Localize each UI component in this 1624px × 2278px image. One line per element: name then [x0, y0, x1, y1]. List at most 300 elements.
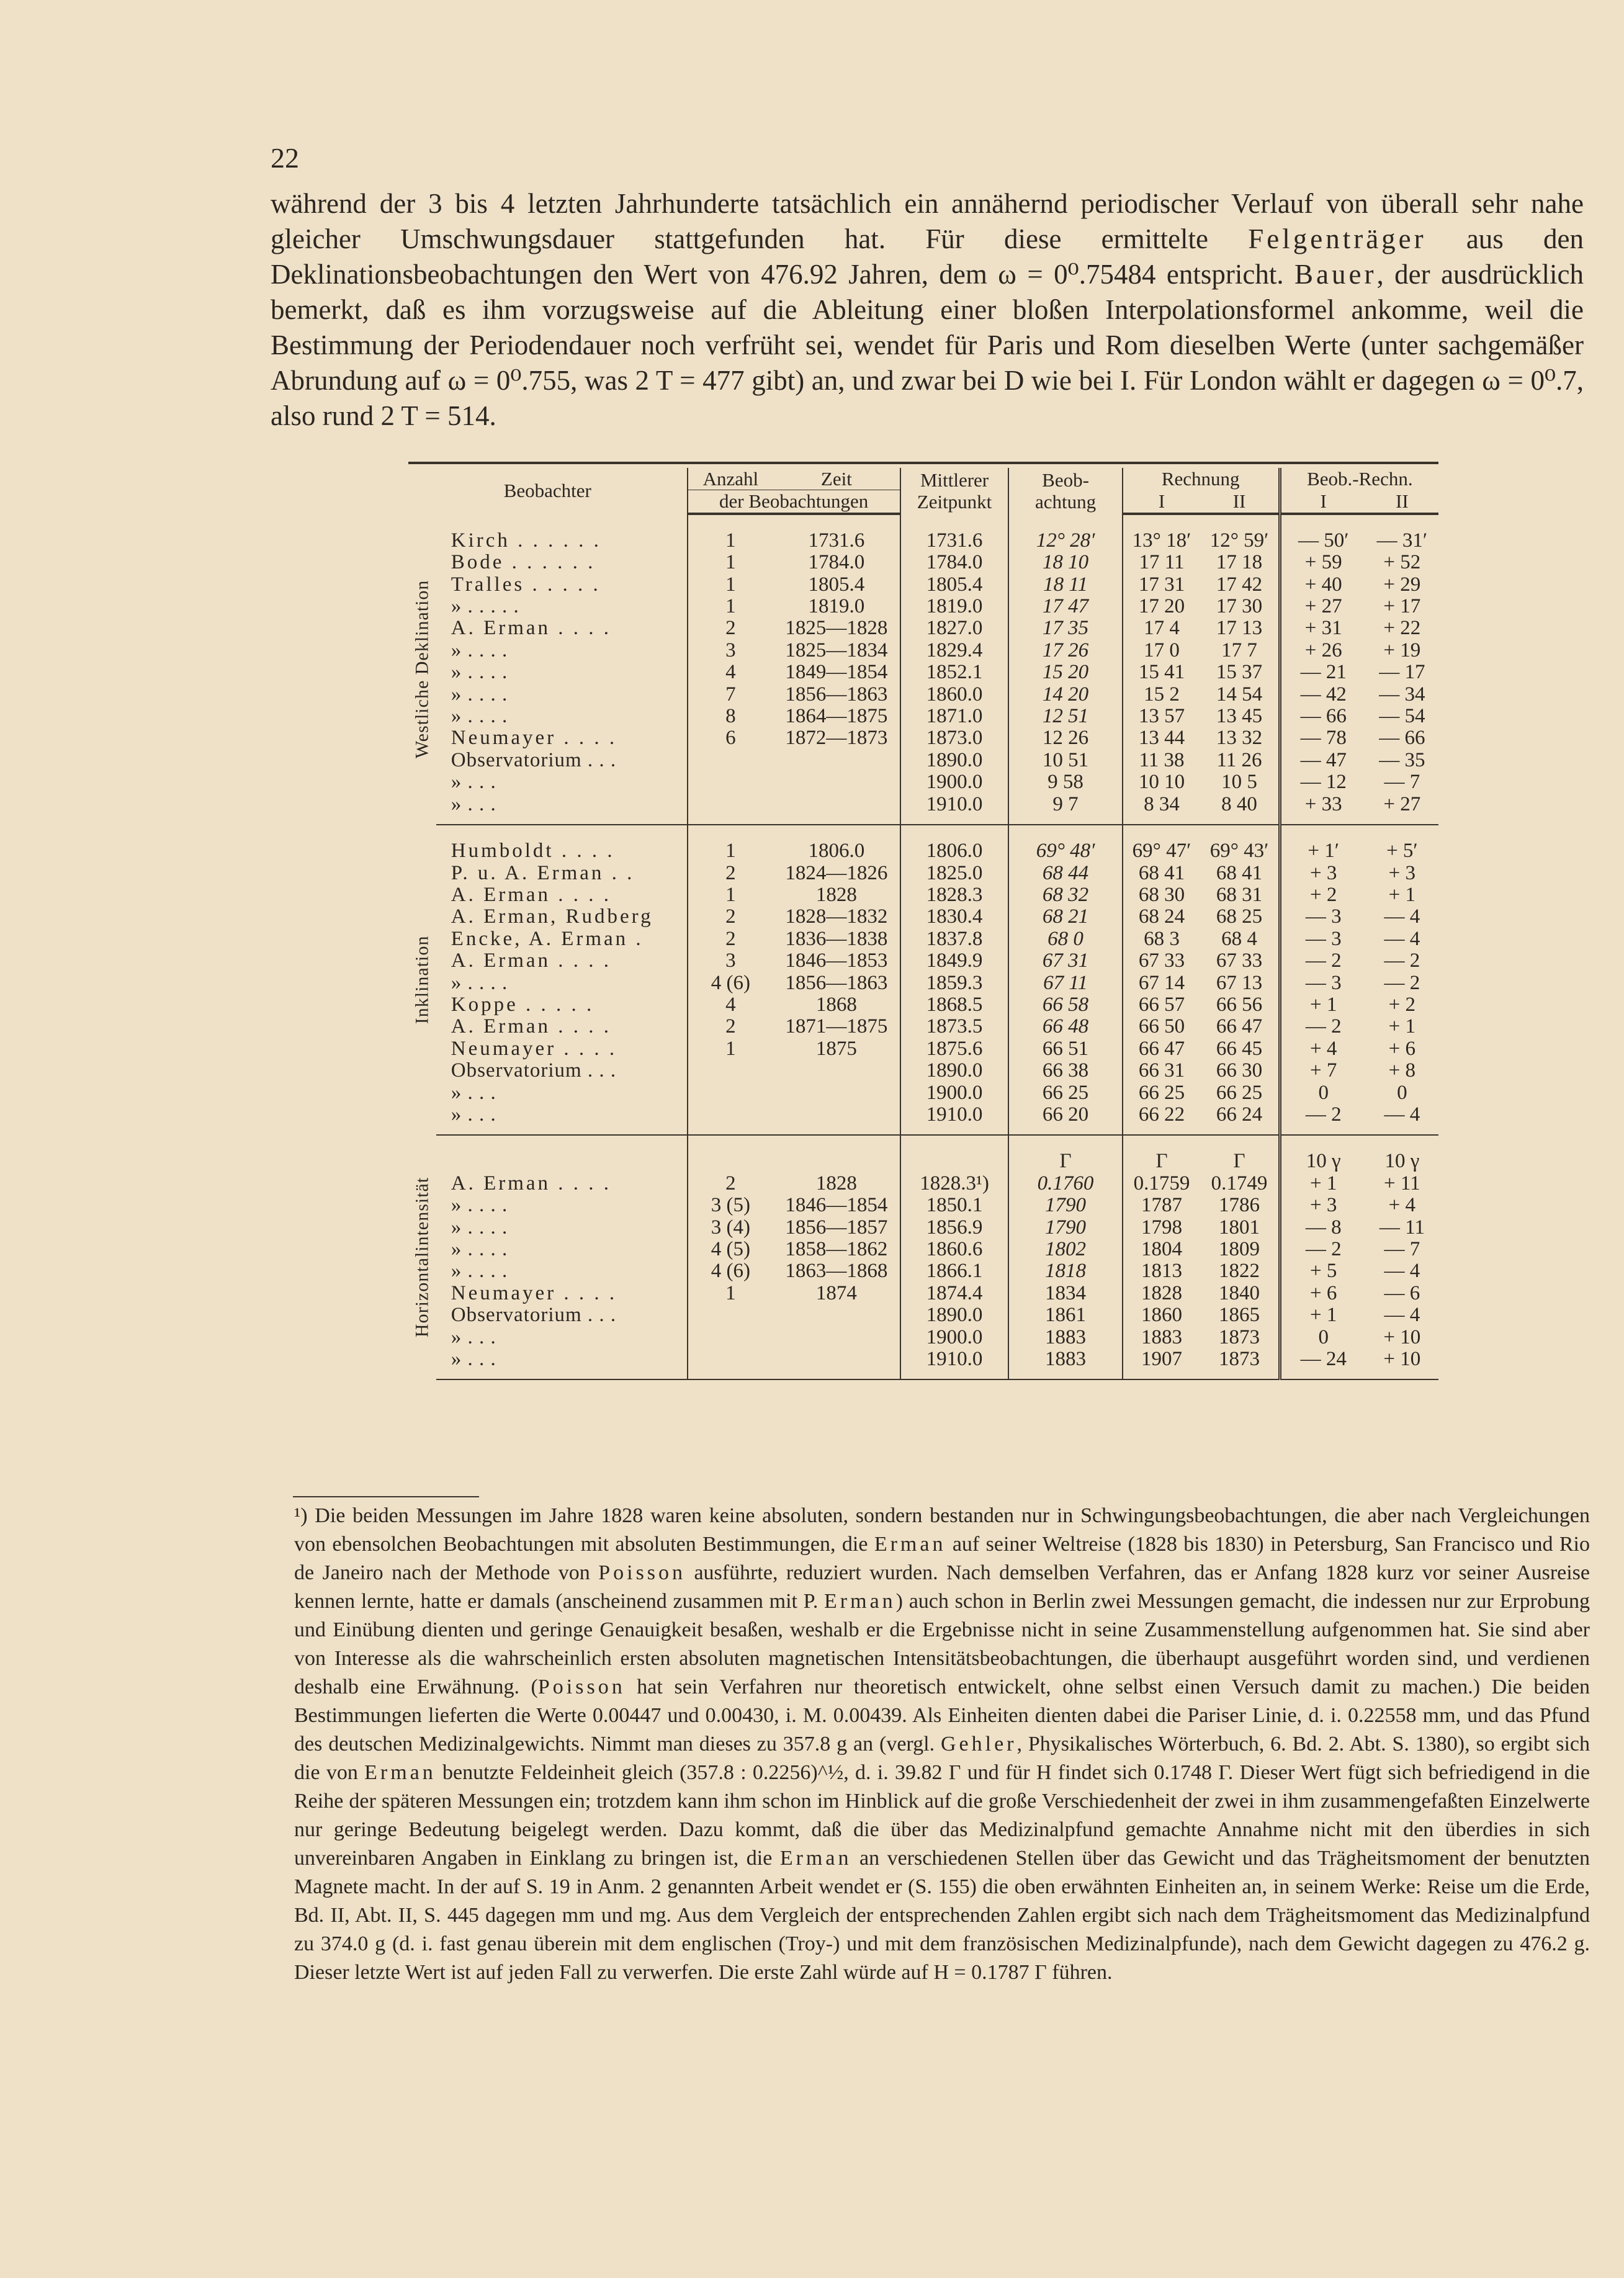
- beob-rechn-i-cell: + 33: [1280, 794, 1366, 815]
- anzahl-cell: 3: [688, 950, 774, 972]
- beob-rechn-ii-cell: — 4: [1384, 927, 1420, 950]
- rechnung-i-cell: 68 24: [1123, 906, 1201, 928]
- anzahl-cell: [688, 1060, 774, 1082]
- rechnung-ii-cell: 1840: [1219, 1281, 1260, 1304]
- table-row: [408, 552, 1438, 573]
- anzahl-cell: 1: [688, 1283, 774, 1304]
- zeit-cell: 1731.6: [808, 529, 865, 552]
- header-rechnung: Rechnung: [1123, 468, 1280, 490]
- rechnung-i-cell: 15 41: [1123, 661, 1201, 683]
- beob-rechn-i-cell: + 59: [1280, 552, 1366, 573]
- beobachter-cell: A. Erman . . . .: [451, 1015, 612, 1038]
- beob-rechn-ii-cell: — 17: [1379, 661, 1425, 684]
- rechnung-i-cell: 13 44: [1123, 727, 1201, 749]
- zeit-cell: [773, 1348, 900, 1370]
- mittlerer-zeitpunkt-cell: 1873.0: [900, 727, 1009, 749]
- rechnung-ii-cell: 67 33: [1216, 949, 1263, 972]
- table-row: [408, 906, 1438, 928]
- mittlerer-zeitpunkt-cell: 1900.0: [900, 771, 1009, 793]
- table-row: [408, 1304, 1438, 1326]
- beobachter-cell: » . . .: [451, 771, 496, 794]
- beobachter-cell: » . . . .: [451, 1216, 508, 1239]
- zeit-cell: [773, 794, 900, 815]
- unit-beob-rechn-ii-cell: 10 γ: [1384, 1150, 1420, 1173]
- rechnung-i-cell: 13° 18′: [1123, 530, 1201, 552]
- mittlerer-zeitpunkt-cell: 1874.4: [900, 1283, 1009, 1304]
- table-row: [408, 596, 1438, 617]
- beobachtung-cell: 1802: [1008, 1239, 1122, 1260]
- anzahl-cell: 1: [688, 884, 774, 906]
- beob-rechn-ii-cell: + 22: [1383, 617, 1421, 640]
- anzahl-cell: [688, 1304, 774, 1326]
- beobachtung-cell: 66 51: [1008, 1038, 1122, 1060]
- beobachtung-cell: 68 44: [1008, 863, 1122, 884]
- footnote-rule: [293, 1496, 479, 1497]
- beobachter-cell: » . . . .: [451, 705, 508, 728]
- beob-rechn-i-cell: — 3: [1280, 906, 1366, 928]
- beob-rechn-i-cell: — 2: [1280, 1239, 1366, 1260]
- rechnung-ii-cell: 13 32: [1216, 727, 1263, 750]
- rechnung-ii-cell: 1873: [1219, 1325, 1260, 1348]
- beob-rechn-ii-cell: — 35: [1379, 748, 1425, 771]
- mittlerer-zeitpunkt-cell: 1819.0: [900, 596, 1009, 617]
- rechnung-i-cell: 17 4: [1123, 617, 1201, 639]
- rechnung-i-cell: 1828: [1123, 1283, 1201, 1304]
- beob-rechn-ii-cell: 0: [1397, 1081, 1407, 1104]
- mittlerer-zeitpunkt-cell: 1829.4: [900, 640, 1009, 661]
- mittlerer-zeitpunkt-cell: 1890.0: [900, 1304, 1009, 1326]
- rechnung-ii-cell: 68 41: [1216, 861, 1263, 884]
- beob-rechn-i-cell: — 47: [1280, 750, 1366, 771]
- table-row: [408, 1104, 1438, 1126]
- anzahl-cell: 3 (5): [688, 1195, 774, 1216]
- beob-rechn-i-cell: + 1′: [1280, 840, 1366, 862]
- anzahl-cell: [688, 1327, 774, 1348]
- rechnung-ii-cell: 69° 43′: [1209, 840, 1269, 863]
- mittlerer-zeitpunkt-cell: 1910.0: [900, 794, 1009, 815]
- beobachter-cell: Neumayer . . . .: [451, 1281, 617, 1304]
- table-row: [408, 1060, 1438, 1082]
- table-row: [408, 1217, 1438, 1239]
- rechnung-ii-cell: 15 37: [1216, 661, 1263, 684]
- table-row: [408, 1038, 1438, 1060]
- zeit-cell: [773, 1104, 900, 1126]
- rechnung-i-cell: 0.1759: [1123, 1173, 1201, 1195]
- zeit-cell: [773, 1327, 900, 1348]
- beobachtung-cell: 14 20: [1008, 684, 1122, 706]
- mittlerer-zeitpunkt-cell: 1875.6: [900, 1038, 1009, 1060]
- beobachtung-cell: 0.1760: [1008, 1173, 1122, 1195]
- beob-rechn-i-cell: — 8: [1280, 1217, 1366, 1239]
- beob-rechn-i-cell: — 50′: [1280, 530, 1366, 552]
- rechnung-i-cell: 10 10: [1123, 771, 1201, 793]
- beobachtung-cell: 18 10: [1008, 552, 1122, 573]
- rechnung-ii-cell: 66 45: [1216, 1037, 1263, 1060]
- rechnung-i-cell: 66 50: [1123, 1016, 1201, 1038]
- anzahl-cell: 1: [688, 840, 774, 862]
- beob-rechn-i-cell: + 3: [1280, 1195, 1366, 1216]
- rechnung-ii-cell: 66 47: [1216, 1015, 1263, 1038]
- beobachtung-cell: 68 32: [1008, 884, 1122, 906]
- zeit-cell: 1849—1854: [785, 661, 888, 684]
- zeit-cell: 1819.0: [808, 595, 865, 618]
- beobachter-cell: » . . . .: [451, 683, 508, 706]
- unit-rechnung-ii-cell: Γ: [1233, 1150, 1245, 1173]
- beob-rechn-i-cell: + 7: [1280, 1060, 1366, 1082]
- beobachter-cell: » . . . .: [451, 1238, 508, 1260]
- zeit-cell: 1856—1863: [785, 971, 888, 994]
- beob-rechn-i-cell: + 2: [1280, 884, 1366, 906]
- beobachtung-cell: 12 51: [1008, 706, 1122, 727]
- beobachtung-cell: 17 35: [1008, 617, 1122, 639]
- beob-rechn-i-cell: 0: [1280, 1327, 1366, 1348]
- beob-rechn-ii-cell: — 34: [1379, 683, 1425, 706]
- rechnung-i-cell: 68 3: [1123, 928, 1201, 950]
- table-row: [408, 794, 1438, 815]
- zeit-cell: 1872—1873: [785, 727, 888, 750]
- beobachter-cell: » . . .: [451, 792, 496, 815]
- rechnung-ii-cell: 66 56: [1216, 993, 1263, 1016]
- anzahl-cell: 4 (6): [688, 1260, 774, 1282]
- table-row: [408, 928, 1438, 950]
- rechnung-i-cell: 67 33: [1123, 950, 1201, 972]
- beob-rechn-ii-cell: + 4: [1388, 1194, 1416, 1217]
- beobachtung-cell: 1883: [1008, 1348, 1122, 1370]
- section-spacer: [408, 514, 1438, 530]
- beobachter-cell: Kirch . . . . . .: [451, 529, 601, 552]
- beobachtung-cell: 17 47: [1008, 596, 1122, 617]
- anzahl-cell: [688, 794, 774, 815]
- beob-rechn-ii-cell: + 10: [1383, 1348, 1421, 1371]
- rechnung-i-cell: 17 11: [1123, 552, 1201, 573]
- beobachter-cell: » . . .: [451, 1081, 496, 1104]
- table-row: [408, 530, 1438, 552]
- beob-rechn-ii-cell: + 11: [1384, 1172, 1420, 1195]
- table-row: [408, 972, 1438, 994]
- beobachtung-cell: 12 26: [1008, 727, 1122, 749]
- anzahl-cell: 7: [688, 684, 774, 706]
- rechnung-ii-cell: 17 18: [1216, 551, 1263, 574]
- anzahl-cell: 1: [688, 552, 774, 573]
- zeit-cell: 1806.0: [808, 840, 865, 863]
- rechnung-i-cell: 66 22: [1123, 1104, 1201, 1126]
- beob-rechn-ii-cell: — 66: [1379, 727, 1425, 750]
- table-row: [408, 1283, 1438, 1304]
- beobachtung-cell: 66 58: [1008, 994, 1122, 1016]
- table-row: [408, 640, 1438, 661]
- beobachtung-cell: 15 20: [1008, 661, 1122, 683]
- header-rechnung-i: I: [1123, 490, 1201, 514]
- beobachter-cell: » . . . .: [451, 1260, 508, 1283]
- anzahl-cell: [688, 750, 774, 771]
- anzahl-cell: 3 (4): [688, 1217, 774, 1239]
- footnote: [294, 1502, 1590, 1987]
- mittlerer-zeitpunkt-cell: 1837.8: [900, 928, 1009, 950]
- zeit-cell: 1825—1828: [785, 617, 888, 640]
- beobachter-cell: » . . . .: [451, 639, 508, 661]
- table-row: [408, 771, 1438, 793]
- beobachtung-cell: 10 51: [1008, 750, 1122, 771]
- table-row: [408, 574, 1438, 596]
- zeit-cell: [773, 1304, 900, 1326]
- beobachter-cell: Encke, A. Erman .: [451, 927, 644, 950]
- table-row: [408, 750, 1438, 771]
- rechnung-i-cell: 15 2: [1123, 684, 1201, 706]
- beob-rechn-i-cell: + 40: [1280, 574, 1366, 596]
- anzahl-cell: [688, 1104, 774, 1126]
- zeit-cell: [773, 1060, 900, 1082]
- mittlerer-zeitpunkt-cell: 1868.5: [900, 994, 1009, 1016]
- zeit-cell: 1868: [815, 993, 857, 1016]
- table-row: [408, 684, 1438, 706]
- mittlerer-zeitpunkt-cell: 1866.1: [900, 1260, 1009, 1282]
- anzahl-cell: 4 (5): [688, 1239, 774, 1260]
- rechnung-i-cell: 17 20: [1123, 596, 1201, 617]
- beobachter-cell: Neumayer . . . .: [451, 727, 617, 750]
- beobachtung-cell: 1861: [1008, 1304, 1122, 1326]
- page-number: 22: [271, 142, 299, 174]
- rechnung-i-cell: 1883: [1123, 1327, 1201, 1348]
- beobachter-cell: Humboldt . . . .: [451, 840, 615, 863]
- beob-rechn-ii-cell: + 2: [1388, 993, 1416, 1016]
- beob-rechn-i-cell: — 78: [1280, 727, 1366, 749]
- beobachter-cell: » . . .: [451, 1348, 496, 1371]
- beobachtung-cell: 1834: [1008, 1283, 1122, 1304]
- beob-rechn-ii-cell: — 2: [1384, 971, 1420, 994]
- mittlerer-zeitpunkt-cell: 1805.4: [900, 574, 1009, 596]
- rechnung-ii-cell: 66 25: [1216, 1081, 1263, 1104]
- beobachter-cell: Observatorium . . .: [451, 748, 617, 771]
- rechnung-ii-cell: 1822: [1219, 1260, 1260, 1283]
- beob-rechn-i-cell: — 3: [1280, 928, 1366, 950]
- rechnung-ii-cell: 11 26: [1216, 748, 1262, 771]
- beobachter-cell: A. Erman . . . .: [451, 617, 612, 640]
- mittlerer-zeitpunkt-cell: 1873.5: [900, 1016, 1009, 1038]
- footnote-text: ¹) Die beiden Messungen im Jahre 1828 waren keine absoluten, sondern bestanden nur in Schwingungsbeobachtungen, die aber nach Vergleichungen von ebensolchen Beobachtungen mit absoluten Bestimmungen, die Erman auf seiner Weltreise (1828 bis 1830) in Petersburg, San Francisco und Rio de Janeiro nach der Methode von Poisson ausführte, reduziert wurden. Nach demselben Verfahren, das er Anfang 1828 kurz vor seiner Ausreise kennen lernte, hatte er damals (anscheinend zusammen mit P. Erman) auch schon in Berlin zwei Messungen gemacht, die indessen nur zur Erprobung und Einübung dienten und geringe Genauigkeit besaßen, weshalb er die Ergebnisse nicht in seine Zusammenstellung aufgenommen hat. Sie sind aber von Interesse als die wahrscheinlich ersten absoluten magnetischen Intensitätsbeobachtungen, die überhaupt ausgeführt worden sind, und verdienen deshalb eine Erwähnung. (Poisson hat sein Verfahren nur theoretisch entwickelt, ohne selbst einen Versuch damit zu machen.) Die beiden Bestimmungen lieferten die Werte 0.00447 und 0.00430, i. M. 0.00439. Als Einheiten dienten dabei die Pariser Linie, d. i. 0.22558 mm, und das Pfund des deutschen Medizinalgewichts. Nimmt man dieses zu 357.8 g an (vergl. Gehler, Physikalisches Wörterbuch, 6. Bd. 2. Abt. S. 1380), so ergibt sich die von Erman benutzte Feldeinheit gleich (357.8 : 0.2256)^½, d. i. 39.82 Γ und für H findet sich 0.1748 Γ. Dieser Wert fügt sich befriedigend in die Reihe der späteren Messungen ein; trotzdem kann ihm schon im Hinblick auf die große Verschiedenheit der zwei in ihm zusammengefaßten Einzelwerte nur geringe Bedeutung beigelegt werden. Dazu kommt, daß die über das Medizinalpfund gemachte Annahme nicht mit den überdies in sich unvereinbaren Angaben in Einklang zu bringen ist, die Erman an verschiedenen Stellen über das Gewicht und das Trägheitsmoment der benutzten Magnete macht. In der auf S. 19 in Anm. 2 genannten Arbeit wendet er (S. 155) die oben erwähnten Einheiten an, in seinem Werke: Reise um die Erde, Bd. II, Abt. II, S. 445 dagegen mm und mg. Aus dem Vergleich der entsprechenden Zahlen ergibt sich nach dem Trägheitsmoment das Medizinalpfund zu 374.0 g (d. i. fast genau überein mit dem englischen (Troy-) und mit dem französischen Medizinalpfunde), nach dem Gewicht dagegen zu 476.2 g. Dieser letzte Wert ist auf jeden Fall zu verwerfen. Die erste Zahl würde auf H = 0.1787 Γ führen.: [294, 1504, 1590, 1984]
- rechnung-i-cell: 66 57: [1123, 994, 1201, 1016]
- table-row: [408, 1260, 1438, 1282]
- beobachter-cell: » . . .: [451, 1103, 496, 1126]
- rechnung-ii-cell: 17 30: [1216, 595, 1263, 618]
- header-beobachter: Beobachter: [503, 480, 591, 502]
- beob-rechn-ii-cell: + 8: [1388, 1059, 1416, 1082]
- rechnung-i-cell: 66 25: [1123, 1082, 1201, 1104]
- unit-beobachtung-cell: Γ: [1008, 1150, 1122, 1172]
- zeit-cell: 1828: [815, 1172, 857, 1195]
- mittlerer-zeitpunkt-cell: 1910.0: [900, 1348, 1009, 1370]
- beob-rechn-i-cell: + 1: [1280, 1173, 1366, 1195]
- rechnung-i-cell: 17 31: [1123, 574, 1201, 596]
- beob-rechn-ii-cell: + 1: [1388, 1015, 1416, 1038]
- beobachtung-cell: 1883: [1008, 1327, 1122, 1348]
- zeit-cell: 1805.4: [808, 573, 865, 596]
- table-row: [408, 617, 1438, 639]
- beobachtung-cell: 1790: [1008, 1217, 1122, 1239]
- beobachtung-cell: 9 7: [1008, 794, 1122, 815]
- beob-rechn-ii-cell: — 4: [1384, 905, 1420, 928]
- rechnung-i-cell: 66 31: [1123, 1060, 1201, 1082]
- beobachtung-cell: 17 26: [1008, 640, 1122, 661]
- zeit-cell: [773, 771, 900, 793]
- zeit-cell: 1846—1854: [785, 1194, 888, 1217]
- header-der-beobachtungen: der Beobachtungen: [688, 490, 900, 514]
- table-row: [408, 1327, 1438, 1348]
- beob-rechn-ii-cell: + 1: [1388, 883, 1416, 906]
- mittlerer-zeitpunkt-cell: 1825.0: [900, 863, 1009, 884]
- rechnung-i-cell: 1804: [1123, 1239, 1201, 1260]
- rechnung-ii-cell: 1809: [1219, 1238, 1260, 1260]
- anzahl-cell: [688, 771, 774, 793]
- unit-rechnung-i-cell: Γ: [1123, 1150, 1201, 1172]
- zeit-cell: 1784.0: [808, 551, 865, 574]
- zeit-cell: 1871—1875: [785, 1015, 888, 1038]
- anzahl-cell: 8: [688, 706, 774, 727]
- beob-rechn-ii-cell: — 6: [1384, 1281, 1420, 1304]
- rechnung-i-cell: 8 34: [1123, 794, 1201, 815]
- beob-rechn-i-cell: — 2: [1280, 1104, 1366, 1126]
- beob-rechn-i-cell: + 26: [1280, 640, 1366, 661]
- beob-rechn-i-cell: + 1: [1280, 994, 1366, 1016]
- mittlerer-zeitpunkt-cell: 1890.0: [900, 1060, 1009, 1082]
- beobachtung-cell: 67 31: [1008, 950, 1122, 972]
- beobachter-cell: » . . .: [451, 1325, 496, 1348]
- intro-text: während der 3 bis 4 letzten Jahrhunderte tatsächlich ein annähernd periodischer Verlauf von überall sehr nahe gleicher Umschwungsdauer stattgefunden hat. Für diese ermittelte Felgenträger aus den Deklinationsbeobachtungen den Wert von 476.92 Jahren, dem ω = 0⁰.75484 entspricht. Bauer, der ausdrücklich bemerkt, daß es ihm vorzugsweise auf die Ableitung einer bloßen Interpolationsformel ankomme, weil die Bestimmung der Periodendauer noch verfrüht sei, wendet für Paris und Rom dieselben Werte (unter sachgemäßer Abrundung auf ω = 0⁰.755, was 2 T = 477 gibt) an, und zwar bei D wie bei I. Für London wählt er dagegen ω = 0⁰.7, also rund 2 T = 514.: [271, 188, 1584, 431]
- zeit-cell: [773, 750, 900, 771]
- rechnung-i-cell: 1860: [1123, 1304, 1201, 1326]
- mittlerer-zeitpunkt-cell: 1852.1: [900, 661, 1009, 683]
- table-header-row: [408, 468, 1438, 490]
- beobachtung-cell: 68 0: [1008, 928, 1122, 950]
- beobachtung-cell: 1790: [1008, 1195, 1122, 1216]
- zeit-cell: 1824—1826: [785, 861, 888, 884]
- beob-rechn-ii-cell: — 11: [1379, 1216, 1425, 1239]
- rechnung-ii-cell: 1786: [1219, 1194, 1260, 1217]
- rechnung-i-cell: 1798: [1123, 1217, 1201, 1239]
- rechnung-i-cell: 68 30: [1123, 884, 1201, 906]
- beob-rechn-ii-cell: — 31′: [1376, 529, 1428, 552]
- unit-beob-rechn-i-cell: 10 γ: [1280, 1150, 1366, 1172]
- mittlerer-zeitpunkt-cell: 1860.0: [900, 684, 1009, 706]
- beobachter-cell: A. Erman . . . .: [451, 1172, 612, 1195]
- beob-rechn-ii-cell: — 7: [1384, 771, 1420, 794]
- beobachtung-cell: 9 58: [1008, 771, 1122, 793]
- beob-rechn-i-cell: — 12: [1280, 771, 1366, 793]
- beob-rechn-i-cell: 0: [1280, 1082, 1366, 1104]
- beob-rechn-ii-cell: + 19: [1383, 639, 1421, 661]
- rechnung-ii-cell: 13 45: [1216, 705, 1263, 728]
- rechnung-ii-cell: 10 5: [1221, 771, 1257, 794]
- mittlerer-zeitpunkt-cell: 1856.9: [900, 1217, 1009, 1239]
- zeit-cell: 1856—1857: [785, 1216, 888, 1239]
- anzahl-cell: 4 (6): [688, 972, 774, 994]
- rechnung-ii-cell: 0.1749: [1211, 1172, 1268, 1195]
- rechnung-ii-cell: 17 13: [1216, 617, 1263, 640]
- table-row: [408, 1173, 1438, 1195]
- rechnung-i-cell: 1787: [1123, 1195, 1201, 1216]
- rechnung-ii-cell: 1873: [1219, 1348, 1260, 1371]
- beob-rechn-ii-cell: + 52: [1383, 551, 1421, 574]
- beobachter-cell: » . . . .: [451, 1194, 508, 1217]
- anzahl-cell: [688, 1082, 774, 1104]
- table-row: [408, 1195, 1438, 1216]
- header-zeit: Zeit: [820, 468, 852, 490]
- header-beob-rechn-ii: II: [1366, 490, 1438, 514]
- intro-paragraph: [271, 186, 1584, 434]
- table-row: [408, 1348, 1438, 1370]
- anzahl-cell: 3: [688, 640, 774, 661]
- beob-rechn-i-cell: — 24: [1280, 1348, 1366, 1370]
- beob-rechn-ii-cell: + 27: [1383, 792, 1421, 815]
- anzahl-cell: 6: [688, 727, 774, 749]
- beob-rechn-i-cell: — 21: [1280, 661, 1366, 683]
- rechnung-ii-cell: 68 31: [1216, 883, 1263, 906]
- beob-rechn-i-cell: — 66: [1280, 706, 1366, 727]
- anzahl-cell: 1: [688, 574, 774, 596]
- beobachtung-cell: 1818: [1008, 1260, 1122, 1282]
- mittlerer-zeitpunkt-cell: 1806.0: [900, 840, 1009, 862]
- zeit-cell: 1874: [815, 1281, 857, 1304]
- mittlerer-zeitpunkt-cell: 1871.0: [900, 706, 1009, 727]
- rechnung-ii-cell: 12° 59′: [1209, 529, 1269, 552]
- rechnung-ii-cell: 68 4: [1221, 927, 1257, 950]
- beob-rechn-i-cell: — 2: [1280, 950, 1366, 972]
- section-end-rule: [408, 1370, 1438, 1379]
- section-end-rule: [408, 1126, 1438, 1135]
- beob-rechn-i-cell: + 4: [1280, 1038, 1366, 1060]
- header-rechnung-ii: II: [1200, 490, 1280, 514]
- beobachter-cell: » . . . .: [451, 661, 508, 684]
- anzahl-cell: 2: [688, 617, 774, 639]
- zeit-cell: 1828—1832: [785, 905, 888, 928]
- beobachtung-cell: 12° 28′: [1008, 530, 1122, 552]
- mittlerer-zeitpunkt-cell: 1859.3: [900, 972, 1009, 994]
- zeit-cell: 1875: [815, 1037, 857, 1060]
- beob-rechn-i-cell: — 2: [1280, 1016, 1366, 1038]
- beob-rechn-ii-cell: — 2: [1384, 949, 1420, 972]
- beobachter-cell: P. u. A. Erman . .: [451, 861, 635, 884]
- header-anzahl: Anzahl: [688, 468, 774, 490]
- rechnung-ii-cell: 17 7: [1221, 639, 1257, 661]
- section-label: Westliche Deklination: [411, 580, 433, 759]
- zeit-cell: 1836—1838: [785, 927, 888, 950]
- beob-rechn-ii-cell: — 7: [1384, 1238, 1420, 1260]
- beobachtung-cell: 18 11: [1008, 574, 1122, 596]
- zeit-cell: 1864—1875: [785, 705, 888, 728]
- beobachter-cell: Neumayer . . . .: [451, 1037, 617, 1060]
- mittlerer-zeitpunkt-cell: 1784.0: [900, 552, 1009, 573]
- beobachter-cell: » . . . .: [451, 971, 508, 994]
- rechnung-i-cell: 68 41: [1123, 863, 1201, 884]
- rechnung-i-cell: 69° 47′: [1123, 840, 1201, 862]
- beob-rechn-ii-cell: + 10: [1383, 1325, 1421, 1348]
- rechnung-ii-cell: 67 13: [1216, 971, 1263, 994]
- anzahl-cell: 4: [688, 994, 774, 1016]
- rechnung-ii-cell: 17 42: [1216, 573, 1263, 596]
- mittlerer-zeitpunkt-cell: 1830.4: [900, 906, 1009, 928]
- rechnung-i-cell: 67 14: [1123, 972, 1201, 994]
- rechnung-ii-cell: 1865: [1219, 1304, 1260, 1327]
- table-row: [408, 661, 1438, 683]
- mittlerer-zeitpunkt-cell: 1900.0: [900, 1327, 1009, 1348]
- mittlerer-zeitpunkt-cell: 1890.0: [900, 750, 1009, 771]
- anzahl-cell: 2: [688, 1173, 774, 1195]
- magnetic-data-table: [408, 462, 1438, 1380]
- mittlerer-zeitpunkt-cell: 1849.9: [900, 950, 1009, 972]
- beob-rechn-ii-cell: — 4: [1384, 1260, 1420, 1283]
- header-beobachtung: Beob- achtung: [1008, 468, 1122, 514]
- table-row: [408, 884, 1438, 906]
- beobachter-cell: A. Erman . . . .: [451, 949, 612, 972]
